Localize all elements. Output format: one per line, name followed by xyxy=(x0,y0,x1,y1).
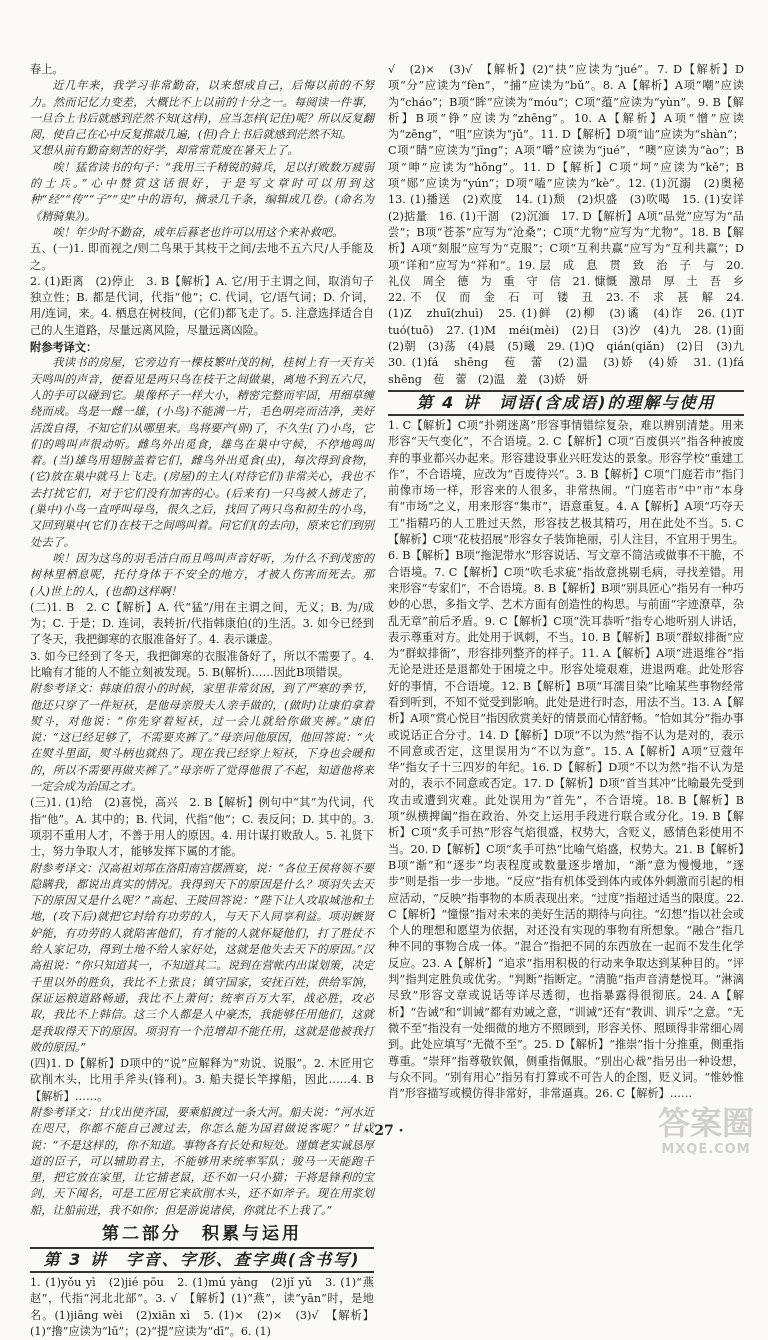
right-paragraphs xyxy=(388,62,756,388)
paragraph: 1. (1)yǒu yì (2)jié pōu 2. (1)mú yàng (2)jǐ yǔ 3. (1)“燕赵”，代指“河北北部”。3. √ 【解析】(1)“燕”，读“yān”时，是地名。(1)jiāng wèi (2)xiān xì 5. (1)× (2)× (3)√ 【解析】(1)“撸”应读为“lū”；(2)“提”应读为“dī”。6. (1) xyxy=(30,1276,374,1338)
lecture-3-title: 第 3 讲 字音、字形、查字典(含书写) xyxy=(30,1247,374,1273)
left-after-paragraphs xyxy=(30,1275,374,1340)
right-after-paragraphs xyxy=(388,418,744,1102)
paragraph: 我读书的房屋，它旁边有一棵枝繁叶茂的树，桂树上有一天有关天鸣叫的声音，便看见是两只鸟在枝干之间做巢，离地不到五六尺，人的手可以碰到它。巢像杯子一样大小，精密完整而牢固，用细草缠绕而成。鸟是一雌一雄，(小鸟)不能满一片，毛色明亮而洁净，美好活泼自得，不知它们从哪里来。鸟将要产(卵)了，不久生(了)小鸟，它们的鸣叫声很动听。雌鸟外出觅食，雄鸟在巢中守候，不停地鸣叫着。(当)雄鸟用翅膀盖着它们，雌鸟外出觅食(虫)，每次得到食物，(它)放在巢中就马上飞走。(房屋)的主人(对待它们)非常关心，我也不去打扰它们，对于它们没有加害的心。(后来有)一只鸟被人掳走了，(巢中)小鸟一直呼叫母鸟，很久之后，找回了两只鸟和初生的小鸟，又回到巢中(它们)在枝干之间鸣叫着。问它们(的去向)，原来它们到别处去了。 xyxy=(30,356,374,549)
paragraph: 唉！年少时不勤奋，成年后暮老也许可以用这个来补救吧。 xyxy=(52,225,344,239)
watermark-logo xyxy=(658,1104,754,1166)
part-title: 第二部分 积累与运用 xyxy=(102,1224,302,1245)
paragraph: 五、(一)1. 即而视之/则二鸟果于其枝干之间/去地不五六尺/人手能及之。 xyxy=(30,242,374,272)
paragraph: 又想从前有勤奋刻苦的好学，却常常荒废在暑天上了。 xyxy=(30,144,299,158)
paragraph: 附参考译文： xyxy=(30,340,98,355)
paragraph: (四)1. D【解析】D项中的“说”应解释为“劝说、说服”。2. 木匠用它砍削木头，比用手斧头(锋利)。3. 船夫提长竿撑船，因此……4. B【解析】……。 xyxy=(30,1057,374,1103)
paragraph: 近几年来，我学习非常勤奋，以来想成自己，后悔以前的不努力。然而记忆力变差，大概比不上以前的十分之一。每阅读一件事，一旦合上书后就感到茫然不知(这样)，应当怎样(记住)呢？所以反复翻阅，使自己在心中反复推敲几遍，(但)合上书后就感到茫然不知。 xyxy=(30,79,374,142)
page-number: · 27 · xyxy=(364,1123,404,1139)
paragraph: 3. 如今已经到了冬天，我把御寒的衣服准备好了，所以不需要了。4. 比喻有才能的人不能立刻被发现。5. B(解析)……因此B项错误。 xyxy=(30,649,374,679)
paragraph: 唉！因为这鸟的羽毛洁白而且鸣叫声音好听，为什么不到茂密的树林里栖息呢，托付身体于不安全的地方，才被人伤害而死去。那(人)世上的人，(也都)这样啊！ xyxy=(30,551,374,598)
paragraph: 附参考译文：甘戊出使齐国，要乘船渡过一条大河。船夫说：“河水近在咫尺，你都不能自己渡过去，你怎么能为国君做说客呢？”甘戊说：“不是这样的，你不知道。事物各有长处和短处。谨慎老实诚恳厚道的臣子，可以辅助君主，不能够用来统率军队；骏马一天能跑千里，把它放在家里，让它捕老鼠，还不如一只小猫；干将是锋利的宝剑，天下闻名，可是工匠用它来砍削木头，还不如斧子。现在用浆划船，让船前进，我不如你；但是游说诸侯，你就比不上我了。” xyxy=(30,1106,374,1217)
paragraph: 附参考译文：汉高祖刘邦在洛阳南宫摆酒宴，说：“各位王侯将领不要隐瞒我，都说出真实的情况。我得到天下的原因是什么？项羽失去天下的原因又是什么呢？”高起、王陵回答说：“陛下让人攻取城池和土地，(攻下后)就把它封给有功劳的人，与天下人同享利益。项羽嫉贤妒能，有功劳的人就陷害他们，有才能的人就怀疑他们，打了胜仗不给人家记功，得到土地不给人家好处，这就是他失去天下的原因。”汉高祖说：“你只知道其一，不知道其二。说到在营帐内出谋划策，决定千里以外的胜负，我比不上张良；镇守国家，安抚百姓，供给军饷，保证运粮道路畅通，我比不上萧何；统率百万大军，战必胜，攻必取，我比不上韩信。这三个人都是人中豪杰，我能够任用他们，这就是我取得天下的原因。项羽有一个范增却不能任用，这就是他被我打败的原因。” xyxy=(30,861,374,1054)
watermark-top-text: 答案圈 xyxy=(658,1104,755,1142)
paragraph: 唉！猛省读书的句子：“我用三千精锐的骑兵，足以打败数万疲弱的士兵。”心中赞赏这话很好，于是写文章时可以用到这种“经”“传”“子”“史”中的语句，摘录几千条，编辑成几卷。(命名为《精骑集》)。 xyxy=(30,160,374,223)
paragraph: (二)1. B 2. C【解析】A. 代“猛”/用在主谓之间，无义；B. 为/成为；C. 于是；D. 连词，表转折/代指韩康伯(的)生活。3. 如今已经到了冬天，我把御寒的衣服准备好了。4. 表示谦虚。 xyxy=(30,600,374,647)
paragraph: 2. (1)距离 (2)停止 3. B【解析】A. 它/用于主谓之间，取消句子独立性；B. 都是代词，代指“他”；C. 代词，它/语气词；D. 介词，用/连词，来。4. 栖息在树枝间，(它们)都飞走了。5. 注意选择适合自己的人生道路，尽量远离风险，尽量远离凶险。 xyxy=(30,274,374,337)
paragraph: (三)1. (1)给 (2)喜悦，高兴 2. B【解析】例句中“其”为代词，代指“他”。A. 其中的；B. 代词，代指“他”；C. 表反问；D. 其中的。3. 项羽不重用人才，不善于用人的原因。4. 用计谋打败敌人。5. 礼贤下士，努力争取人才，能够发挥下属的才能。 xyxy=(30,796,374,859)
paragraph: 1. C【解析】C项“扑朔迷离”形容事情错综复杂，难以辨别清楚。用来形容“天气变化”，不合语境。2. C【解析】C项“百废俱兴”指各种被废弃的事业都兴办起来。形容建设事业兴旺发达的景象。形容学校“重建工作”，不合语境，应改为“百废待兴”。3. B【解析】C项“门庭若市”指门前像市场一样，形容来的人很多，非常热闹。“门庭若市”中“市”本身有“市场”之义，用来形容“集市”，语意重复。4. A【解析】A项“巧夺天工”指精巧的人工胜过天然，形容技艺极其精巧，用在此处不当。5. C【解析】C项“花枝招展”形容女子装饰艳丽，引人注目，不宜用于男生。6. B【解析】B项“拖泥带水”形容说话、写文章不简洁或做事不干脆，不合语境。7. C【解析】C项“吹毛求疵”指故意挑剔毛病，寻找差错。用来形容“专家们”，不合语境。8. B【解析】B项“别具匠心”指另有一种巧妙的心思，多指文学、艺术方面有创造性的构思。与前面“字迹潦草，杂乱无章”前后矛盾。9. C【解析】C项“洗耳恭听”指专心地听别人讲话，表示尊重对方。此处用于讽刺，不当。10. B【解析】B项“群蚁排衙”应为“群蚁排衙”，形容排列整齐的样子。11. A【解析】A项“进退维谷”指无论是进还是退都处于困境之中。形容处境艰难，进退两难。此处形容好的事情，不合语境。12. B【解析】B项“耳濡目染”比喻某些事物经常看到听到，不知不觉受到影响。此处是进行时态，用法不当。13. A【解析】A项“赏心悦目”指因欣赏美好的情景而心情舒畅。“恰如其分”指办事或说话正合分寸。14. D【解析】D项“不以为然”指不认为是对的，表示不同意或否定，这里误用为“不以为意”。15. A【解析】A项“豆蔻年华”指女子十三四岁的年纪。16. D【解析】D项“不以为然”指不认为是对的，表示不同意或否定。17. D【解析】D项“首当其冲”比喻最先受到攻击或遭到灾难。此处误用为“首先”，不合语境。18. B【解析】B项“纵横捭阖”指在政治、外交上运用手段进行联合或分化。19. B【解析】C项“炙手可热”形容气焰很盛，权势大，含贬义，感情色彩使用不当。20. D【解析】C项“炙手可热”比喻气焰盛，权势大。21. B【解析】B项“渐”和“逐步”均表程度或数量逐步增加，“渐”意为慢慢地，“逐步”则是指一步一步地。“反应”指有机体受到体内或体外刺激而引起的相应活动，“反映”指事物的本质表现出来。“过度”指超过适当的限度。22. C【解析】“憧憬”指对未来的美好生活的期待与向往。“幻想”指以社会或个人的理想和愿望为依据，对还没有实现的事物有所想象。“融合”指几种不同的事物合成一体。“混合”指把不同的东西放在一起而不发生化学反应。23. A【解析】“追求”指用积极的行动来争取达到某种目的。“评判”指判定胜负或优劣。“判断”指断定。“清脆”指声音清楚悦耳。“淋漓尽致”形容文章或说话等详尽透彻，也指暴露得很彻底。24. A【解析】“告诫”和“训诫”都有劝诫之意，“训诫”还有“教训、训斥”之意。“无微不至”指没有一处细微的地方不照顾到，形容关怀、照顾得非常细心周到。此处应填写“无微不至”。25. D【解析】“推崇”指十分推重，侧重指尊重。“崇拜”指尊敬钦佩，侧重指佩服。“别出心裁”指另出一种设想，与众不同。“别有用心”指另有打算或不可告人的企图，贬义词。“惟妙惟肖”形容描写或模仿得非常好，非常逼真。26. C【解析】…… xyxy=(388,418,744,1101)
paragraph: 附参考译文：韩康伯很小的时候，家里非常贫困，到了严寒的季节，他还只穿了一件短袄，是他母亲殷夫人亲手做的，(做时)让康伯拿着熨斗，对他说：“你先穿着短袄，过一会儿就给你做夹裤。”康伯说：“这已经足够了，不需要夹裤了。”母亲问他原因，他回答说：“火在熨斗里面，熨斗柄也就热了。现在我已经穿上短袄，下身也会暖和的，所以不需要再做夹裤了。”母亲听了觉得他很了不起，知道他将来一定会成为治国之才。 xyxy=(30,682,374,794)
left-paragraphs xyxy=(30,62,374,1219)
watermark-bottom-text: MXQE.COM xyxy=(661,1142,751,1157)
lecture-4-title: 第 4 讲 词语(含成语)的理解与使用 xyxy=(388,390,744,416)
paragraph: 春上。 xyxy=(30,63,64,76)
left-column xyxy=(30,62,374,1338)
paragraph: √ (2)× (3)√ 【解析】(2)“抉”应读为“jué”。7. D【解析】D项“分”应读为“fèn”，“捕”应读为“bǔ”。8. A【解析】A项“嘲”应读为“cháo”；B项“眸”应读为“móu”；C项“蕴”应读为“yùn”。9. B【解析】B项“铮”应读为“zhēng”。10. A【解析】A项“憎”应读为“zēng”，“咀”应读为“jǔ”。11. D【解析】D项“讪”应读为“shàn”；C项“睛”应读为“jīng”；A项“嚼”应读为“jué”，“噢”应读为“ào”；B项“呻”应读为“hōng”。11. D【解析】C项“坷”应读为“kě”；B项“郧”应读为“yún”；D项“嗑”应读为“kè”。12. (1)沉溺 (2)奥秘 13. (1)播送 (2)欢度 14. (1)颓 (2)炽盛 (3)吹喝 15. (1)安详 (2)掂量 16. (1)干涸 (2)沉湎 17. D【解析】A项“品党”应写为“品尝”；B项“苍茶”应写为“沧桑”；C项“尤物”应写为“尤物”。18. B【解析】A项“刻服”应写为“克服”；C项“互利共赢”应写为“互利共赢”；D项“详和”应写为“祥和”。19. 层 成 息 贯 致 治 子 与 20. 礼仪 周全 德 为 重 守 信 21. 慷慨 激昂 厚 土 吾 乡 22. 不 仅 而 金 石 可 镂 丑 23. 不 求 甚 解 24. (1)Z zhuī(zhuì) 25. (1)鲜 (2)柳 (3)谲 (4)诈 26. (1)T tuó(tuō) 27. (1)M méi(mèi) (2)日 (3)汐 (4)九 28. (1)面 (2)朝 (3)荡 (4)晨 (5)曦 29. (1)Q qián(qiǎn) (2)日 (3)九 30. (1)fá shēng 苞 蕾 (2)温 (3)娇 (4)娇 31. (1)fá shēng 苞 蕾 (2)温 羞 (3)娇 妍 xyxy=(388,63,756,386)
